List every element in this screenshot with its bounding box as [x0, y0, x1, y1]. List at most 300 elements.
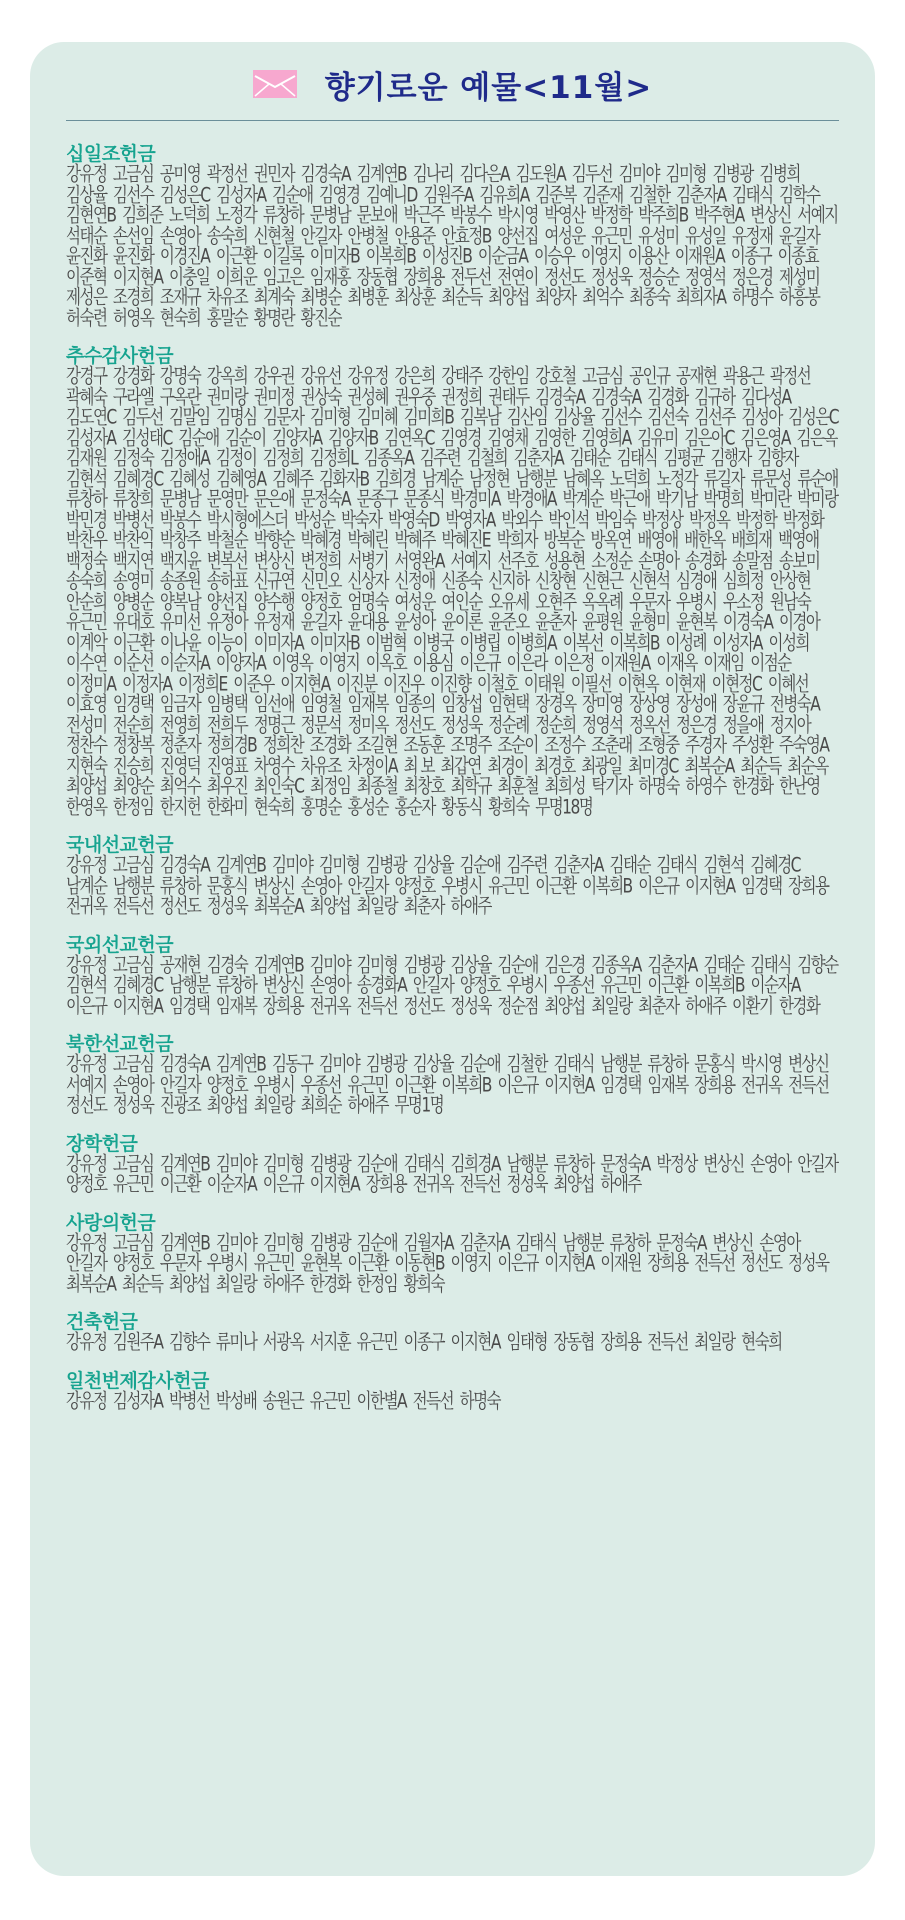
donor-name: 김문자 — [263, 405, 304, 429]
donor-name: 강경구 — [66, 364, 107, 388]
donor-name: 이재임 — [703, 651, 744, 675]
donor-name: 이순선 — [112, 651, 154, 675]
donor-name: 정선도 — [394, 712, 435, 736]
donor-name: 류창하 — [66, 487, 107, 511]
offering-section — [66, 144, 839, 328]
donor-name: 장희용 — [600, 1330, 641, 1354]
donor-name: 류문성 — [750, 466, 791, 490]
donor-name: 주경자 — [685, 733, 726, 757]
donor-name: 하명숙 — [459, 1388, 501, 1412]
donor-name: 주숙영A — [778, 733, 829, 757]
donor-name: 류창하 — [216, 973, 257, 997]
donor-name: 우문자 — [159, 1251, 201, 1275]
donor-name: 임경택 — [741, 873, 782, 897]
donor-name: 하애주 — [450, 894, 491, 918]
donor-name: 이은규 — [262, 1172, 304, 1196]
donor-name: 김미형 — [665, 162, 706, 186]
donor-name: 김영경 — [440, 425, 481, 449]
donor-name: 김향자 — [757, 446, 798, 470]
donor-name: 류창하 — [609, 1230, 650, 1254]
donor-name: 최희성 — [544, 774, 585, 798]
offering-section — [66, 346, 839, 817]
donor-name: 정희찬 — [262, 733, 304, 757]
donor-name: 정명근 — [253, 712, 295, 736]
donor-name: 하애주 — [685, 993, 726, 1017]
donor-name: 남행분 — [506, 1151, 547, 1175]
donor-name: 김미형 — [262, 1230, 304, 1254]
donor-name: 변정희 — [300, 548, 342, 572]
donor-name: 박경애A — [506, 487, 557, 511]
donor-name: 윤진화 — [112, 244, 154, 268]
donor-name: 주성환 — [732, 733, 773, 757]
donor-name: 하흥봉 — [778, 285, 820, 309]
donor-name: 정선도 — [159, 894, 201, 918]
donor-name: 선주호 — [497, 548, 538, 572]
donor-name: 문정숙A — [656, 1230, 706, 1254]
donor-name: 최우진 — [206, 774, 248, 798]
donor-name: 권미정 — [253, 384, 295, 408]
donor-name: 송경화 — [685, 548, 726, 572]
donor-name: 조순이 — [497, 733, 538, 757]
donor-name: 강유선 — [300, 364, 342, 388]
donor-name: 김계연B — [356, 162, 407, 186]
donor-name: 양복남 — [159, 589, 201, 613]
donor-name: 최순옥 — [787, 753, 828, 777]
donor-name: 류길자 — [703, 466, 744, 490]
donor-name: 서예지 — [450, 548, 491, 572]
donor-name: 정지아 — [769, 712, 811, 736]
donor-name: 이옥호 — [365, 651, 407, 675]
donor-name: 이근환 — [647, 973, 688, 997]
donor-name: 최일랑 — [215, 1271, 257, 1295]
donor-name: 김병광 — [365, 853, 407, 877]
donor-name: 박찬우 — [66, 528, 107, 552]
donor-name: 최종숙 — [629, 285, 670, 309]
donor-name: 윤대용 — [347, 610, 388, 634]
donor-name: 이용심 — [412, 651, 454, 675]
donor-name: 전영희 — [159, 712, 201, 736]
donor-name: 한경화 — [778, 993, 820, 1017]
donor-name: 박민경 — [66, 507, 107, 531]
donor-name: 김태식 — [750, 952, 791, 976]
donor-name: 최병순 — [300, 285, 342, 309]
donor-name: 김은경 — [544, 952, 585, 976]
donor-name: 조춘래 — [591, 733, 632, 757]
donor-name: 신민오 — [300, 569, 342, 593]
donor-name: 김성은C — [159, 182, 210, 206]
donor-name: 손영아 — [309, 973, 351, 997]
donor-name: 이현재 — [664, 671, 706, 695]
donor-name: 임경택 — [168, 993, 210, 1017]
donor-name: 제성미 — [778, 264, 820, 288]
donor-name: 정순희 — [535, 712, 576, 736]
donor-name: 강유정 — [66, 1388, 107, 1412]
donor-name: 정성욱 — [591, 264, 632, 288]
donor-name: 김계연B — [253, 952, 304, 976]
donor-name: 정성욱 — [206, 894, 248, 918]
donor-name: 남정현 — [468, 466, 510, 490]
donor-name: 석태순 — [66, 223, 107, 247]
donor-name: 김영채 — [487, 425, 528, 449]
donor-name: 장윤규 — [722, 692, 764, 716]
donor-name: 임태형 — [506, 1330, 547, 1354]
donor-name: 송하표 — [206, 569, 248, 593]
donor-name: 유미선 — [159, 610, 201, 634]
donor-name: 김계연B — [159, 1151, 210, 1175]
donor-name: 장성애 — [675, 692, 717, 716]
donor-name: 이재옥 — [656, 651, 697, 675]
donor-name: 이지현A — [685, 873, 735, 897]
donor-name: 김선숙 — [647, 405, 688, 429]
donor-name: 송경화A — [356, 973, 407, 997]
donor-name: 황희숙 — [403, 1271, 444, 1295]
donor-name: 김원주A — [423, 182, 473, 206]
donor-name: 임경택 — [600, 1072, 641, 1096]
donor-name: 문정숙A — [600, 1151, 650, 1175]
donor-name: 박미란 — [750, 487, 791, 511]
donor-name: 변상신 — [788, 1052, 829, 1076]
donor-name: 권우중 — [394, 384, 435, 408]
donor-name: 정순례 — [488, 712, 529, 736]
donor-name: 최일랑 — [694, 1330, 735, 1354]
donor-name: 신종숙 — [441, 569, 482, 593]
donor-name: 김종옥A — [591, 952, 641, 976]
donor-name: 고금심 — [112, 1052, 154, 1076]
donor-name: 김순애 — [459, 1052, 501, 1076]
donor-name: 송영미 — [112, 569, 154, 593]
donor-name: 구라엘 — [112, 384, 154, 408]
donor-name: 장희용 — [788, 873, 829, 897]
donor-name: 이점순 — [750, 651, 791, 675]
donor-name: 최일랑 — [356, 894, 398, 918]
donor-name: 김경숙A — [159, 1052, 210, 1076]
donor-name: 공미영 — [159, 162, 201, 186]
donor-name: 이은규 — [66, 993, 107, 1017]
donor-name: 남행분 — [169, 973, 210, 997]
donor-name: 박혜주 — [394, 528, 435, 552]
donor-name: 남행분 — [600, 1052, 641, 1076]
donor-name: 김혜성 — [169, 466, 210, 490]
donor-name: 김상율 — [412, 853, 454, 877]
donor-name: 박향순 — [253, 528, 295, 552]
section-title: 장학헌금 — [66, 1132, 138, 1155]
donor-name: 신현석 — [629, 569, 670, 593]
donor-name: 김순애 — [356, 1230, 398, 1254]
donor-name: 손영아 — [159, 223, 201, 247]
donor-name: 김미형 — [318, 853, 360, 877]
donor-name: 김성아 — [741, 405, 782, 429]
donor-name: 유근민 — [66, 610, 107, 634]
donor-name: 고금심 — [112, 1151, 154, 1175]
donor-name: 남행분 — [515, 466, 557, 490]
donor-name: 안길자 — [347, 873, 388, 897]
donor-name: 이정미A — [66, 671, 116, 695]
donor-name: 윤준오 — [488, 610, 529, 634]
envelope-icon — [253, 70, 297, 98]
donor-name: 김준재 — [582, 182, 623, 206]
offering-sections — [66, 122, 839, 1411]
donor-name: 이경아 — [778, 610, 820, 634]
donor-name: 박영산 — [544, 203, 585, 227]
donor-name: 김말임 — [169, 405, 210, 429]
donor-name: 강유정 — [66, 1230, 107, 1254]
donor-name: 이나윤 — [159, 630, 201, 654]
donor-name: 한영옥 — [66, 794, 107, 818]
donor-name: 장희용 — [262, 993, 304, 1017]
donor-name: 김태순 — [569, 446, 611, 470]
donor-name: 양정호 — [394, 873, 435, 897]
donor-name: 한경화 — [309, 1271, 351, 1295]
donor-name: 임창섭 — [441, 692, 482, 716]
donor-name: 김혜경C — [750, 853, 801, 877]
donor-name: 김춘자A — [459, 1230, 510, 1254]
donor-name: 정을애 — [722, 712, 764, 736]
donor-name: 강한임 — [488, 364, 529, 388]
donor-name: 김미형 — [356, 952, 398, 976]
donor-name: 김경숙A — [591, 384, 641, 408]
donor-name: 여인순 — [441, 589, 482, 613]
donor-name: 이현정C — [711, 671, 762, 695]
donor-name: 한화미 — [206, 794, 248, 818]
donor-name: 임재복 — [347, 692, 388, 716]
donor-name: 노덕희 — [168, 203, 210, 227]
donor-name: 김산임 — [506, 405, 548, 429]
donor-name: 오유세 — [488, 589, 529, 613]
donor-name: 김도연C — [66, 405, 116, 429]
donor-name: 남혜옥 — [562, 466, 604, 490]
donor-name: 황동식 — [441, 794, 482, 818]
donor-name: 김도원A — [515, 162, 566, 186]
donor-name: 문정숙A — [300, 487, 351, 511]
donor-name: 변상신 — [750, 203, 791, 227]
donor-name: 안병철 — [347, 223, 388, 247]
donor-name: 김태순 — [703, 952, 744, 976]
donor-name: 이한별A — [356, 1388, 407, 1412]
donor-name: 윤형미 — [629, 610, 670, 634]
donor-name: 강우권 — [253, 364, 295, 388]
donor-name: 서예지 — [797, 203, 838, 227]
donor-name: 우병시 — [441, 873, 482, 897]
donor-name: 박병선 — [168, 1388, 210, 1412]
donor-name: 권미랑 — [206, 384, 248, 408]
donor-name: 임영철 — [300, 692, 342, 716]
donor-name: 안길자 — [159, 1072, 201, 1096]
donor-name: 이병국 — [412, 630, 454, 654]
donor-name-list — [66, 1054, 839, 1116]
donor-name: 전연이 — [497, 264, 538, 288]
donor-name: 유근민 — [356, 1330, 398, 1354]
donor-name: 김유희A — [479, 182, 529, 206]
donor-name: 이길록 — [262, 244, 304, 268]
donor-name: 김평균 — [663, 446, 704, 470]
donor-name-list — [66, 1151, 839, 1196]
donor-name: 이병희A — [506, 630, 557, 654]
donor-name: 김정희L — [309, 446, 358, 470]
donor-name: 임병택 — [206, 692, 248, 716]
donor-name: 정성욱 — [441, 712, 482, 736]
donor-name: 박혜진E — [441, 528, 491, 552]
donor-name: 김명심 — [216, 405, 257, 429]
donor-name: 김희경 — [375, 466, 416, 490]
donor-name: 이복희B — [441, 1072, 491, 1096]
donor-name: 고금심 — [112, 853, 154, 877]
donor-name: 백지연 — [112, 548, 154, 572]
donor-name: 노정각 — [215, 203, 257, 227]
donor-name: 남계순 — [66, 873, 107, 897]
donor-name: 유대호 — [112, 610, 154, 634]
donor-name: 박인석 — [548, 507, 589, 531]
donor-name: 박영자A — [445, 507, 495, 531]
donor-name: 서지훈 — [309, 1330, 351, 1354]
donor-name: 전귀옥 — [66, 894, 107, 918]
donor-name: 최양섭 — [66, 774, 107, 798]
donor-name: 조동훈 — [403, 733, 445, 757]
donor-name: 조명주 — [450, 733, 491, 757]
donor-name: 김두선 — [571, 162, 613, 186]
donor-name: 김현석 — [66, 466, 107, 490]
donor-name: 최춘자 — [638, 993, 679, 1017]
donor-name: 유정아 — [206, 610, 248, 634]
donor-name: 한지헌 — [159, 794, 201, 818]
donor-name: 이영지 — [580, 244, 622, 268]
donor-name: 문종구 — [356, 487, 398, 511]
donor-name: 류창하 — [159, 873, 201, 897]
donor-name: 전득선 — [647, 1330, 688, 1354]
donor-name: 최양섭 — [168, 1271, 210, 1295]
donor-name: 이성례 — [665, 630, 706, 654]
donor-name: 김미야 — [271, 853, 313, 877]
donor-name: 홍명순 — [300, 794, 342, 818]
donor-name: 최양섭 — [206, 1093, 248, 1117]
header — [66, 42, 839, 122]
donor-name: 이범혁 — [365, 630, 407, 654]
donor-name: 양정호 — [206, 1072, 248, 1096]
donor-name: 김미야 — [215, 1151, 257, 1175]
donor-name: 박정상 — [656, 1151, 697, 1175]
donor-name: 최억수 — [582, 285, 623, 309]
donor-name: 김다은A — [459, 162, 510, 186]
donor-name: 변복선 — [206, 548, 248, 572]
donor-name: 이근환 — [159, 1172, 201, 1196]
donor-name: 유정재 — [732, 223, 773, 247]
donor-name: 이준우 — [233, 671, 274, 695]
donor-name: 전득선 — [356, 993, 398, 1017]
donor-name: 이승우 — [533, 244, 575, 268]
donor-name: 송원근 — [262, 1388, 304, 1412]
donor-name: 백지윤 — [159, 548, 201, 572]
donor-name: 전득선 — [459, 1172, 501, 1196]
donor-name: 정성욱 — [506, 1172, 547, 1196]
donor-name: 박임숙 — [595, 507, 636, 531]
section-title: 일천번제감사헌금 — [66, 1369, 209, 1392]
donor-name: 박영숙D — [387, 507, 439, 531]
donor-name: 전귀옥 — [412, 1172, 454, 1196]
donor-name: 손영아 — [759, 1230, 800, 1254]
donor-name: 최일랑 — [253, 1093, 295, 1117]
donor-name: 김희준 — [122, 203, 163, 227]
donor-name: 우병시 — [675, 589, 717, 613]
donor-name: 이진분 — [336, 671, 377, 695]
donor-name: 이복희B — [694, 973, 744, 997]
donor-name: 전득선 — [788, 1072, 829, 1096]
donor-name: 유성미 — [638, 223, 679, 247]
donor-name: 박명희 — [703, 487, 744, 511]
donor-name: 장희용 — [365, 1172, 407, 1196]
donor-name: 박정상 — [642, 507, 683, 531]
donor-name: 문병남 — [309, 203, 351, 227]
donor-name: 윤현복 — [675, 610, 717, 634]
donor-name: 박정학 — [591, 203, 632, 227]
donor-name: 김향순 — [797, 952, 838, 976]
donor-name: 김성은C — [788, 405, 839, 429]
donor-name: 이병립 — [459, 630, 501, 654]
donor-name: 김철한 — [629, 182, 670, 206]
donor-name: 임재복 — [647, 1072, 688, 1096]
donor-name: 배영애 — [637, 528, 678, 552]
donor-name: 권상숙 — [300, 384, 342, 408]
donor-name: 강옥희 — [206, 364, 248, 388]
donor-name: 문홍식 — [694, 1052, 735, 1076]
donor-name: 임선애 — [253, 692, 295, 716]
donor-name: 장희용 — [647, 1251, 688, 1275]
donor-name: 조길현 — [356, 733, 398, 757]
donor-name: 이지현A — [544, 1072, 594, 1096]
donor-name: 허영옥 — [112, 305, 154, 329]
donor-name: 조형중 — [638, 733, 679, 757]
donor-name: 변상신 — [263, 973, 304, 997]
donor-name: 박경미A — [450, 487, 501, 511]
donor-name: 김태식 — [515, 1230, 557, 1254]
donor-name: 소정순 — [591, 548, 632, 572]
donor-name: 김영한 — [534, 425, 575, 449]
donor-name: 우문자 — [629, 589, 670, 613]
donor-name: 송숙희 — [66, 569, 107, 593]
donor-name: 김양자A — [272, 425, 322, 449]
donor-name: 김정이 — [215, 446, 257, 470]
donor-name: 이재원A — [674, 244, 725, 268]
donor-name: 곽정선 — [769, 364, 811, 388]
donor-name: 박혜린 — [347, 528, 388, 552]
donor-name: 김병광 — [309, 1230, 351, 1254]
donor-name: 김순애 — [459, 853, 501, 877]
divider — [66, 120, 839, 121]
donor-name: 배한옥 — [684, 528, 725, 552]
donor-name: 김혜경C — [112, 466, 163, 490]
donor-name: 김춘자A — [553, 853, 603, 877]
donor-name: 김다성A — [741, 384, 791, 408]
donor-name: 이순자A — [750, 973, 801, 997]
donor-name: 최순득 — [441, 285, 482, 309]
donor-name: 류미나 — [215, 1330, 257, 1354]
donor-name: 류창하 — [262, 203, 304, 227]
donor-name: 이복선 — [562, 630, 603, 654]
donor-name: 옥옥례 — [582, 589, 623, 613]
donor-name: 장동협 — [356, 264, 398, 288]
donor-name: 최복순A — [66, 1271, 116, 1295]
donor-name: 박철순 — [206, 528, 248, 552]
donor-name: 양병순 — [112, 589, 154, 613]
donor-name: 김성자A — [216, 182, 266, 206]
donor-name: 김현연B — [66, 203, 116, 227]
donor-name: 정희경B — [206, 733, 257, 757]
donor-name: 권민자 — [253, 162, 295, 186]
donor-name: 장경옥 — [535, 692, 576, 716]
donor-name: 최양섭 — [544, 993, 585, 1017]
donor-name: 서광옥 — [262, 1330, 304, 1354]
donor-name: 손명아 — [638, 548, 679, 572]
donor-name: 이수연 — [66, 651, 107, 675]
donor-name: 유근민 — [253, 1251, 295, 1275]
